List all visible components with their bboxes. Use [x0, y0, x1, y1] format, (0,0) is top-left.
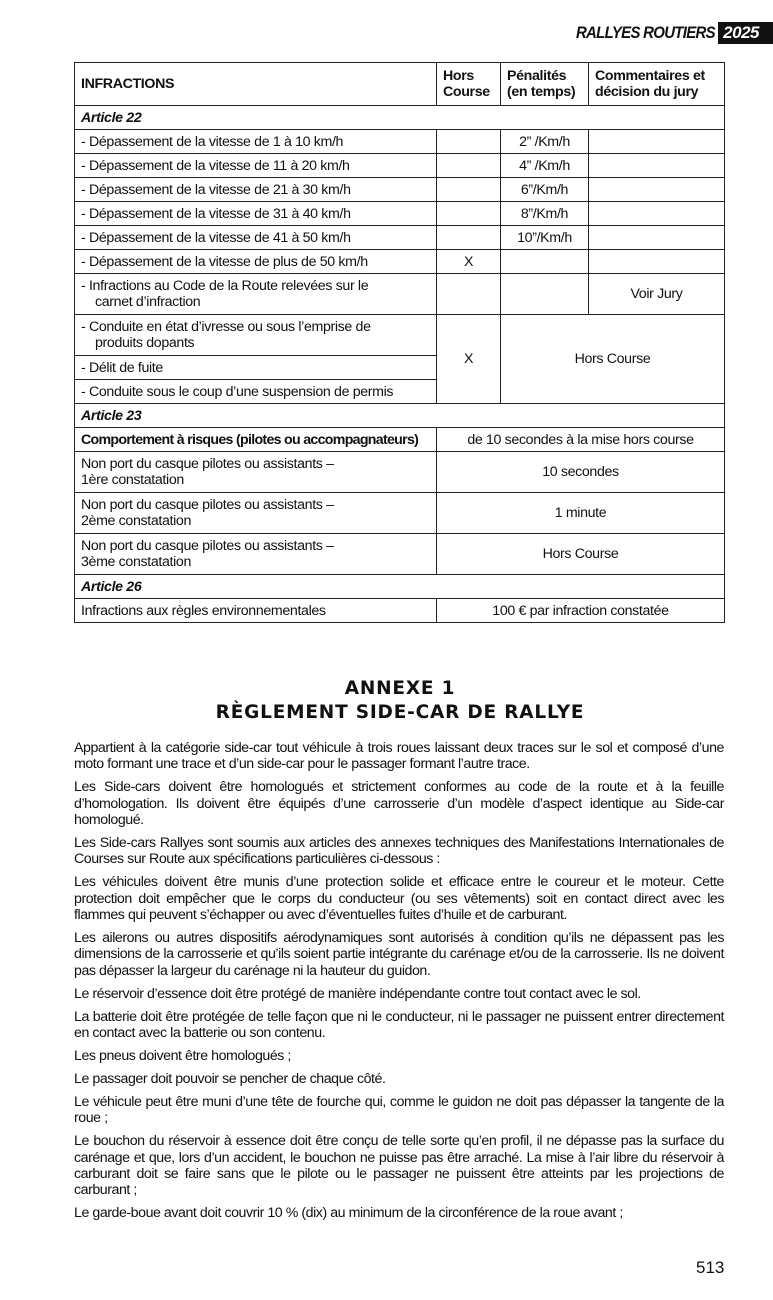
- row-label: - Conduite sous le coup d’une suspension de permis: [75, 380, 437, 404]
- row-comment: Voir Jury: [589, 274, 725, 315]
- row-comment: [589, 226, 725, 250]
- row-comment: [589, 130, 725, 154]
- paragraph: Le bouchon du réservoir à essence doit être conçu de telle sorte qu’en profil, il ne dépasse pas la surface du carénage et que, lors d’un accident, le bouchon ne puisse pas être arraché. La mise à l’air libre du réservoir à carburant doit se faire sans que le pilote ou le passager ne puissent être atteints par les projections de carburant ;: [74, 1133, 724, 1199]
- paragraph: Le réservoir d’essence doit être protégé de manière indépendante contre tout contact avec le sol.: [74, 985, 641, 1002]
- row-hors-course: [437, 274, 501, 315]
- article-row: [75, 575, 725, 599]
- paragraph: Le garde-boue avant doit couvrir 10 % (dix) au minimum de la circonférence de la roue avant ;: [74, 1205, 623, 1222]
- group-hors-course: X: [437, 315, 501, 404]
- paragraph: Les Side-cars Rallyes sont soumis aux articles des annexes techniques des Manifestations Internationales de Courses sur Route aux spécifications particulières ci-dessous :: [74, 835, 724, 868]
- paragraph: Le véhicule peut être muni d’une tête de fourche qui, comme le guidon ne doit pas dépasser la tangente de la roue ;: [74, 1093, 724, 1127]
- paragraph: Les ailerons ou autres dispositifs aérodynamiques sont autorisés à condition qu’ils ne dépassent pas les dimensions de la carrosserie et qu’ils soient partie intégrante du carénage et/ou de la carrosserie. Ils ne doivent pas dépasser la largeur du carénage ni la hauteur du guidon.: [74, 930, 724, 979]
- row-label: Non port du casque pilotes ou assistants – 3ème constatation: [75, 534, 437, 575]
- header-commentaires: Commentaires et décision du jury: [589, 63, 725, 106]
- row-penalite: 6”/Km/h: [501, 178, 589, 202]
- row-label: Non port du casque pilotes ou assistants – 2ème constatation: [75, 493, 437, 534]
- table-row: [75, 250, 725, 274]
- row-comment: [589, 178, 725, 202]
- row-label: - Dépassement de la vitesse de 21 à 30 km/h: [75, 178, 437, 202]
- row-label: Infractions aux règles environnementales: [75, 599, 437, 623]
- table-row: [75, 428, 725, 452]
- header-year-badge: 2025: [718, 22, 773, 44]
- table-row: [75, 315, 725, 356]
- group-penalty: Hors Course: [501, 315, 725, 404]
- row-hors-course: [437, 202, 501, 226]
- row-penalite: [501, 250, 589, 274]
- row-penalite: 8”/Km/h: [501, 202, 589, 226]
- annexe-heading: [0, 677, 773, 725]
- reglement-body: [74, 740, 724, 1228]
- running-header: [557, 22, 773, 44]
- article-22-heading: Article 22: [75, 106, 725, 130]
- row-label: Comportement à risques (pilotes ou accompagnateurs): [75, 428, 437, 452]
- table-row: [75, 202, 725, 226]
- row-hors-course: [437, 130, 501, 154]
- table-row: [75, 493, 725, 534]
- row-penalite: 100 € par infraction constatée: [437, 599, 725, 623]
- row-penalite: 2” /Km/h: [501, 130, 589, 154]
- header-infractions: INFRACTIONS: [75, 63, 437, 106]
- row-label: - Dépassement de la vitesse de 11 à 20 km/h: [75, 154, 437, 178]
- row-label: - Infractions au Code de la Route relevées sur le carnet d’infraction: [75, 274, 437, 315]
- row-hors-course: X: [437, 250, 501, 274]
- article-row: [75, 106, 725, 130]
- paragraph: Les pneus doivent être homologués ;: [74, 1048, 291, 1064]
- table-row: [75, 226, 725, 250]
- row-label: - Dépassement de la vitesse de 41 à 50 km/h: [75, 226, 437, 250]
- paragraph: La batterie doit être protégée de telle façon que ni le conducteur, ni le passager ne puissent entrer directement en contact avec la batterie ou son contenu.: [74, 1008, 724, 1042]
- table-header-row: [75, 63, 725, 106]
- row-penalite: de 10 secondes à la mise hors course: [437, 428, 725, 452]
- row-penalite: 1 minute: [437, 493, 725, 534]
- row-label: Non port du casque pilotes ou assistants – 1ère constatation: [75, 452, 437, 493]
- row-comment: [589, 250, 725, 274]
- header-penalites: Pénalités (en temps): [501, 63, 589, 106]
- row-penalite: Hors Course: [437, 534, 725, 575]
- annexe-title: RÈGLEMENT SIDE-CAR DE RALLYE: [215, 702, 585, 723]
- row-penalite: [501, 274, 589, 315]
- article-row: [75, 404, 725, 428]
- row-label: - Dépassement de la vitesse de 31 à 40 km/h: [75, 202, 437, 226]
- article-23-heading: Article 23: [75, 404, 725, 428]
- row-hors-course: [437, 154, 501, 178]
- table-row: [75, 178, 725, 202]
- row-label: - Conduite en état d’ivresse ou sous l’emprise de produits dopants: [75, 315, 437, 356]
- row-label: - Délit de fuite: [75, 356, 437, 380]
- article-26-heading: Article 26: [75, 575, 725, 599]
- row-label: - Dépassement de la vitesse de plus de 50 km/h: [75, 250, 437, 274]
- row-comment: [589, 154, 725, 178]
- table-row: [75, 154, 725, 178]
- paragraph: Appartient à la catégorie side-car tout véhicule à trois roues laissant deux traces sur le sol et composé d’une moto formant une trace et d’un side-car pour le passager formant l’autre trace.: [74, 740, 724, 773]
- table-row: [75, 534, 725, 575]
- header-hors-course: Hors Course: [437, 63, 501, 106]
- paragraph: Les véhicules doivent être munis d’une protection solide et efficace entre le coureur et le moteur. Cette protection doit empêcher que le corps du conducteur (ou ses vêtements) soit en contact direct avec les flammes qui peuvent s’échapper ou avec d’éventuelles fuites d’huile et de carburant.: [74, 874, 724, 924]
- row-hors-course: [437, 178, 501, 202]
- row-comment: [589, 202, 725, 226]
- row-penalite: 10”/Km/h: [501, 226, 589, 250]
- annexe-number: ANNEXE 1: [344, 678, 456, 699]
- header-title: RALLYES ROUTIERS: [576, 23, 716, 42]
- row-hors-course: [437, 226, 501, 250]
- table-row: [75, 452, 725, 493]
- row-penalite: 10 secondes: [437, 452, 725, 493]
- page-number: 513: [696, 1258, 725, 1277]
- paragraph: Les Side-cars doivent être homologués et strictement conformes au code de la route et à la feuille d’homologation. Ils doivent être équipés d’une carrosserie d’un modèle d’aspect identique au Side-car homologué.: [74, 779, 724, 829]
- table-row: [75, 599, 725, 623]
- table-row: [75, 274, 725, 315]
- row-penalite: 4” /Km/h: [501, 154, 589, 178]
- paragraph: Le passager doit pouvoir se pencher de chaque côté.: [74, 1070, 386, 1087]
- infractions-table: [74, 62, 725, 623]
- row-label: - Dépassement de la vitesse de 1 à 10 km/h: [75, 130, 437, 154]
- table-row: [75, 130, 725, 154]
